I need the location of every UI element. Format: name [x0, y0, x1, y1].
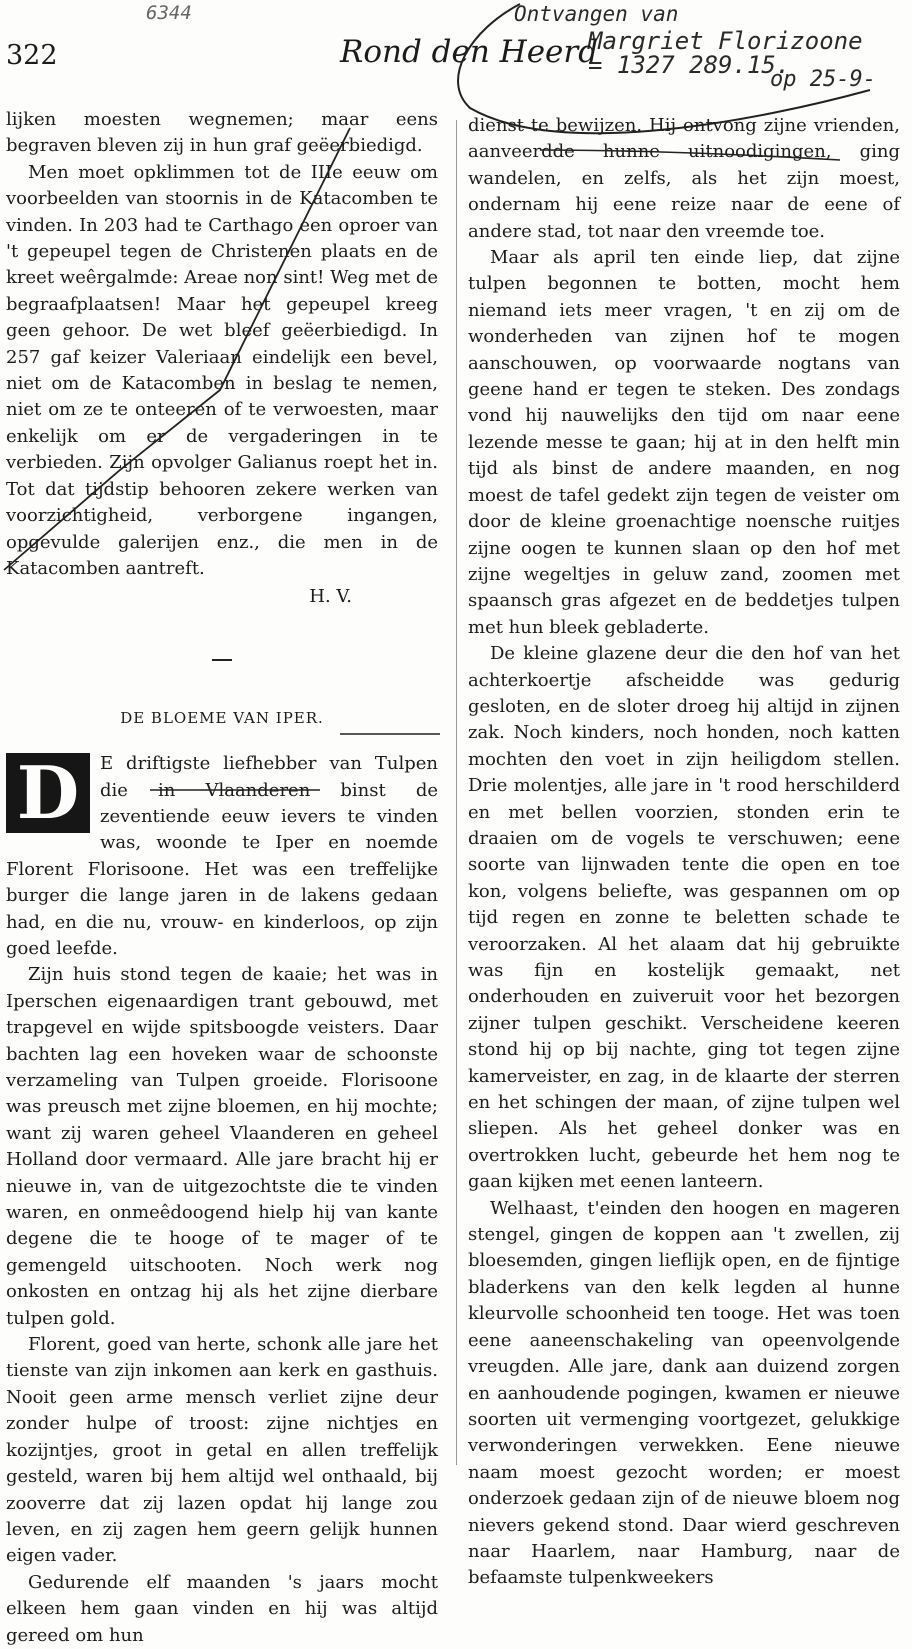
page-number: 322 [6, 40, 58, 71]
paragraph: De kleine glazene deur die den hof van het achterkoertje afscheidde was gedurig gesloten, en de sloter droeg hij altijd in zijnen zak. Noch kinders, noch honden, noch katten mochten den voet in zijn heiligdom stellen. Drie molentjes, alle jare in 't rood herschilderd en met bellen voorzien, stonden erin te draaien om de vogels te verschuwen; eene soorte van lijnwaden tente die open en toe kon, volgens beliefte, was gespannen om op tijd regen en zonne te beletten schade te veroorzaken. Al het alaam dat hij gebruikte was fijn en kostelijk gemaakt, net onderhouden en zuiveruit voor het bezorgen zijner tulpen geschikt. Verscheidene keeren stond hij op bij nachte, ging tot tegen zijne kamerveister, en zag, in de klaarte der sterren en het schingen der maan, of zijne tulpen wel sliepen. Als het geheel donker was en overtrokken lucht, gebeurde het hem nog te gaan kijken met eenen lanteern. [468, 643, 900, 1193]
paragraph: Men moet opklimmen tot de IIIe eeuw om voorbeelden van stoornis in de Katacomben te vinden. In 203 had te Carthago een oproer van 't gepeupel tegen de Christenen plaats en de kreet weêrgalmde: Areae non sint! Weg met de begraafplaatsen! Maar het gepeupel kreeg geen gehoor. De wet bleef geëerbiedigd. In 257 gaf keizer Valeriaan eindelijk een bevel, niet om de Katacomben in beslag te nemen, niet om ze te onteeren of te verwoesten, maar enkelijk om er de vergaderingen in te verbieden. Zijn opvolger Galianus roept het in. Tot dat tijdstip behooren zekere werken van voorzichtigheid, verborgene ingangen, opgevulde galerijen enz., die men in de Katacomben aantreft. [6, 161, 438, 579]
paragraph: Welhaast, t'einden den hoogen en mageren stengel, gingen de koppen aan 't zwellen, zij bloesemden, gingen lieflijk open, en de fijntige bladerkens van den kelk legden al hunne kleurvolle schoonheid ten tooge. Het was toen eene aaneenschakeling van opeenvolgende vreugden. Alle jare, dank aan duizend zorgen en aanhoudende pogingen, kwamen er nieuwe soorten uit vermenging voortgezet, gelukkige verwonderingen verwekken. Eene nieuwe naam moest gezocht worden; er moest onderzoek gedaan zijn of de nieuwe bloem nog nievers gekend stond. Daar wierd geschreven naar Haarlem, naar Hamburg, naar de befaamste tulpenkweekers [468, 1197, 900, 1589]
paragraph: Florent, goed van herte, schonk alle jare het tienste van zijn inkomen aan kerk en gasthuis. Nooit geen arme mensch verliet zijne deur zonder hulpe of troost: zijne nichtjes en kozijntjes, groot in getal en allen treffelijk gesteld, waren bij hem altijd wel onthaald, bij zooverre dat zij lazen opdat hij lange zou leven, en zij zagen hem geern gelijk hunnen eigen vader. [6, 1334, 438, 1567]
ink-note-line-1: Ontvangen van [514, 2, 679, 26]
paragraph: Maar als april ten einde liep, dat zijne tulpen begonnen te botten, mocht hem niemand iets meer vragen, 't en zij om de wonderheden van zijnen hof te mogen aanschouwen, op voorwaarde nogtans van geene hand er tegen te steken. Des zondags vond hij nauwelijks den tijd om naar eene lezende messe te gaan; hij at in den helft min tijd als binst de andere maanden, en nog moest de tafel gedekt zijn tegen de veister om door de kleine groenachtige noensche ruitjes zijne oogen te kunnen slaan op den hof met zijne wegeltjes in geluw zand, zoomen met spaansch gras afgezet en de beddetjes tulpen met hun bleek gebladerte. [468, 247, 900, 638]
ink-note-line-4: op 25-9- [770, 67, 876, 92]
pencil-inventory-number: 6344 [146, 2, 192, 24]
ink-strike-mark [540, 150, 840, 160]
ink-note-line-2: Margriet Florizoone [588, 27, 863, 55]
paragraph: dienst te bewijzen. Hij ontvong zijne vrienden, aanveerdde hunne uitnoodigingen, ging wandelen, en zelfs, als het zijn moest, ondernam hij eene reize naar de eene of andere stad, tot naar den vreemde toe. [468, 115, 900, 242]
section-title: DE BLOEME VAN IPER. [120, 708, 324, 727]
author-signature: H. V. [309, 586, 352, 608]
paragraph-text: E driftigste liefhebber van Tulpen die in Vlaanderen binst de zeventiende eeuw ievers te vinden was, woonde te Iper en noemde Florent Florisoone. Het was een treffelijke burger die lange jaren in de lakens gedaan had, en die nu, vrouw- en kinderloos, op zijn goed leefde. [6, 753, 438, 959]
ink-arc-mark [458, 4, 870, 133]
paragraph: Zijn huis stond tegen de kaaie; het was in Iperschen eigenaardigen trant gebouwd, met trapgevel en wijde spitsboogde veisters. Daar bachten lag een hoveken waar de schoonste verzameling van Tulpen groeide. Florisoone was preusch met zijne bloemen, en hij mochte; want zij waren geheel Vlaanderen en geheel Holland door vermaard. Alle jare bracht hij er nieuwe in, van de uitgezochtste die te vinden waren, en onmeêdoogend hielp hij van kante degene die te hooge of te mager of te gemengeld uitschooten. Noch werk nog onkosten en ontzag hij als het zijne dierbare tulpen gold. [6, 964, 438, 1329]
ink-note-line-3: = 1327 289.15. [588, 51, 791, 79]
paragraph: lijken moesten wegnemen; maar eens begraven bleven zij in hun graf geëerbiedigd. [6, 109, 438, 157]
ink-diagonal-stroke [4, 128, 350, 570]
running-title: Rond den Heerd [340, 34, 599, 70]
paragraph: Gedurende elf maanden 's jaars mocht elkeen hem gaan vinden en hij was altijd gereed om hun [6, 1571, 438, 1646]
decorated-initial: D [6, 753, 90, 833]
